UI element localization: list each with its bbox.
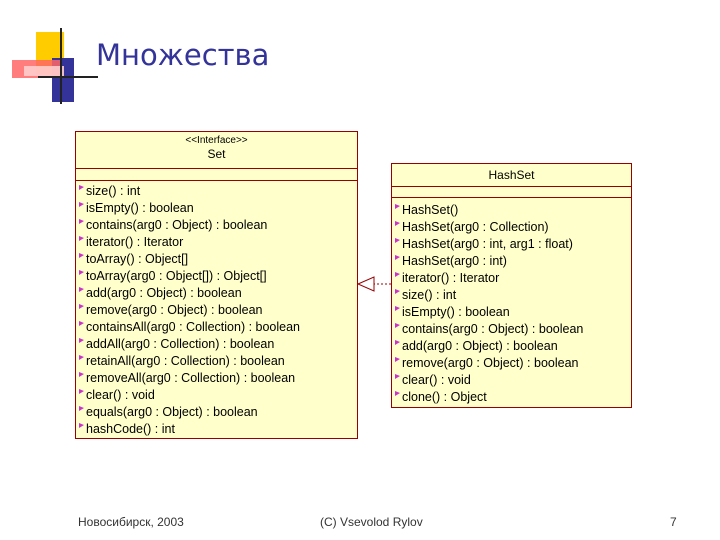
method-icon: [78, 320, 84, 327]
footer-location: Новосибирск, 2003: [78, 515, 184, 529]
method-icon: [394, 356, 400, 363]
hashset-operation: [400, 355, 631, 372]
set-operations-list: [76, 181, 357, 438]
hashset-operation-signature: HashSet(arg0 : Collection): [402, 220, 549, 234]
set-attributes-compartment: [76, 169, 357, 181]
set-operation-signature: size() : int: [86, 184, 141, 198]
set-operation: [84, 319, 357, 336]
set-operation: [84, 217, 357, 234]
set-operation-signature: isEmpty() : boolean: [86, 201, 194, 215]
hashset-operation: [400, 270, 631, 287]
set-operation: [84, 183, 357, 200]
set-operation-signature: addAll(arg0 : Collection) : boolean: [86, 337, 275, 351]
set-operation-signature: toArray(arg0 : Object[]) : Object[]: [86, 269, 267, 283]
set-class-header: [76, 132, 357, 169]
hashset-attributes-compartment: [392, 187, 631, 198]
set-operation-signature: removeAll(arg0 : Collection) : boolean: [86, 371, 296, 385]
method-icon: [78, 354, 84, 361]
set-operation-signature: clear() : void: [86, 388, 155, 402]
set-operation: [84, 353, 357, 370]
realization-arrowhead: [358, 277, 374, 291]
set-operation: [84, 251, 357, 268]
method-icon: [394, 220, 400, 227]
method-icon: [394, 373, 400, 380]
hashset-operations-list: [392, 198, 631, 406]
set-operation-signature: toArray() : Object[]: [86, 252, 189, 266]
method-icon: [78, 252, 84, 259]
method-icon: [78, 286, 84, 293]
set-operation: [84, 285, 357, 302]
set-operation: [84, 336, 357, 353]
hashset-operation: [400, 372, 631, 389]
method-icon: [78, 405, 84, 412]
method-icon: [394, 305, 400, 312]
set-operation-signature: containsAll(arg0 : Collection) : boolean: [86, 320, 301, 334]
method-icon: [78, 337, 84, 344]
hashset-operation-signature: HashSet(arg0 : int): [402, 254, 507, 268]
hashset-operation-signature: HashSet(arg0 : int, arg1 : float): [402, 237, 573, 251]
hashset-operation: [400, 321, 631, 338]
hashset-operation-signature: remove(arg0 : Object) : boolean: [402, 356, 579, 370]
method-icon: [78, 201, 84, 208]
method-icon: [394, 288, 400, 295]
set-operation-signature: equals(arg0 : Object) : boolean: [86, 405, 258, 419]
method-icon: [78, 235, 84, 242]
set-operation: [84, 370, 357, 387]
set-operation: [84, 268, 357, 285]
set-operation: [84, 421, 357, 438]
hashset-operation: [400, 389, 631, 406]
method-icon: [394, 254, 400, 261]
method-icon: [394, 237, 400, 244]
set-operation: [84, 200, 357, 217]
hashset-operation-signature: clone() : Object: [402, 390, 487, 404]
hashset-operation: [400, 287, 631, 304]
method-icon: [394, 390, 400, 397]
hashset-operation-signature: add(arg0 : Object) : boolean: [402, 339, 558, 353]
hashset-operation: [400, 236, 631, 253]
set-operation: [84, 234, 357, 251]
set-operation: [84, 387, 357, 404]
set-operation-signature: remove(arg0 : Object) : boolean: [86, 303, 263, 317]
set-operation-signature: iterator() : Iterator: [86, 235, 184, 249]
set-stereotype: <<Interface>>: [185, 135, 248, 146]
hashset-class-box: [391, 163, 632, 408]
set-operation-signature: add(arg0 : Object) : boolean: [86, 286, 242, 300]
set-operation-signature: contains(arg0 : Object) : boolean: [86, 218, 268, 232]
hashset-operation-signature: HashSet(): [402, 203, 459, 217]
slide-title: Множества: [96, 38, 270, 72]
hashset-operation-signature: size() : int: [402, 288, 457, 302]
hashset-operation-signature: clear() : void: [402, 373, 471, 387]
hashset-operation: [400, 338, 631, 355]
page-number: 7: [670, 515, 677, 529]
method-icon: [394, 322, 400, 329]
presentation-logo: [0, 0, 100, 110]
method-icon: [78, 218, 84, 225]
hashset-class-name: HashSet: [488, 168, 535, 182]
logo-pink-bar: [24, 66, 64, 76]
method-icon: [78, 388, 84, 395]
set-class-name: Set: [207, 147, 226, 161]
set-operation: [84, 404, 357, 421]
method-icon: [78, 184, 84, 191]
method-icon: [78, 269, 84, 276]
set-operation-signature: hashCode() : int: [86, 422, 175, 436]
footer-copyright: (C) Vsevolod Rylov: [320, 515, 423, 529]
logo-horizontal-line: [38, 76, 98, 78]
set-operation: [84, 302, 357, 319]
hashset-operation: [400, 219, 631, 236]
hashset-operation: [400, 253, 631, 270]
method-icon: [78, 422, 84, 429]
hashset-operation-signature: isEmpty() : boolean: [402, 305, 510, 319]
method-icon: [78, 303, 84, 310]
set-interface-box: [75, 131, 358, 439]
hashset-operation-signature: contains(arg0 : Object) : boolean: [402, 322, 584, 336]
method-icon: [394, 203, 400, 210]
method-icon: [394, 271, 400, 278]
method-icon: [78, 371, 84, 378]
set-operation-signature: retainAll(arg0 : Collection) : boolean: [86, 354, 285, 368]
hashset-class-header: [392, 164, 631, 187]
hashset-operation: [400, 202, 631, 219]
logo-vertical-line: [60, 28, 62, 104]
hashset-operation: [400, 304, 631, 321]
hashset-operation-signature: iterator() : Iterator: [402, 271, 500, 285]
method-icon: [394, 339, 400, 346]
